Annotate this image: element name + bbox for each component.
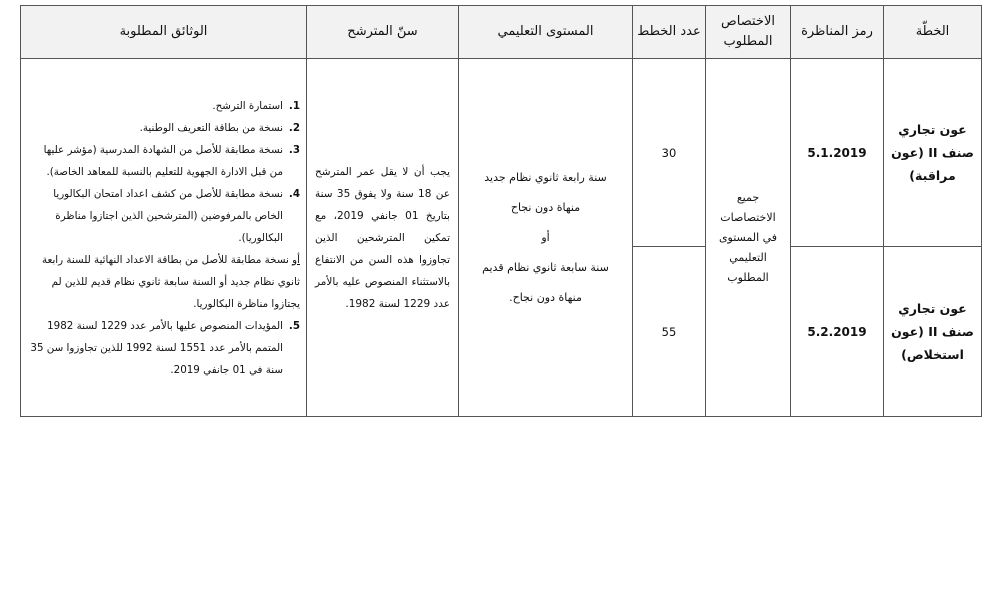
document-number: 4. — [288, 187, 300, 200]
education-line-2: منهاة دون نجاح — [510, 200, 581, 214]
header-plan: الخطّة — [884, 6, 982, 59]
document-number: 3. — [288, 143, 300, 156]
document-item — [29, 117, 300, 139]
document-text: المؤيدات المنصوص عليها بالأمر عدد 1229 لسنة 1982 المتمم بالأمر عدد 1551 لسنة 1992 للذين تجاوزوا سن 35 سنة في 01 جانفي 2019. — [30, 319, 283, 376]
header-row — [21, 6, 982, 59]
document-text: نسخة مطابقة للأصل من كشف اعداد امتحان البكالوريا الخاص بالمرفوضين (المترشحين الذين اجتازوا مناظرة البكالوريا). — [53, 187, 283, 244]
document-number: 1. — [288, 99, 300, 112]
document-item — [29, 183, 300, 249]
plan-cell: عون تجاري صنف II (عون استخلاص) — [884, 247, 982, 417]
code-cell: 5.2.2019 — [791, 247, 884, 417]
header-specialty: الاختصاص المطلوب — [706, 6, 791, 59]
code-cell: 5.1.2019 — [791, 59, 884, 247]
education-line-4: منهاة دون نجاح. — [509, 290, 582, 304]
header-documents: الوثائق المطلوبة — [21, 6, 307, 59]
plan-cell: عون تجاري صنف II (عون مراقبة) — [884, 59, 982, 247]
age-text: يجب أن لا يقل عمر المترشح عن 18 سنة ولا يفوق 35 سنة بتاريخ 01 جانفي 2019، مع تمكين المترشحين الذين تجاوزوا هذه السن من الانتفاع بالاستثناء المنصوص عليه بالأمر عدد 1229 لسنة 1982. — [315, 165, 450, 310]
documents-cell — [21, 59, 307, 417]
document-text: نسخة مطابقة للأصل من الشهادة المدرسية (مؤشر عليها من قبل الادارة الجهوية للتعليم بالنسبة للمعاهد الخاصة). — [43, 143, 283, 178]
document-text: نسخة مطابقة للأصل من بطاقة الاعداد النهائية للسنة رابعة ثانوي نظام جديد أو السنة سابعة ثانوي نظام قديم للذين لم يجتازوا مناظرة البكالوريا. — [41, 253, 300, 310]
document-text: استمارة الترشح. — [212, 99, 283, 112]
specialty-cell — [706, 59, 791, 417]
header-education: المستوى التعليمي — [459, 6, 633, 59]
specialty-text: جميع الاختصاصات في المستوى التعليمي المطلوب — [718, 190, 778, 284]
education-line-3: سنة سابعة ثانوي نظام قديم — [482, 260, 609, 274]
header-age: سنّ المترشح — [307, 6, 459, 59]
document-item — [29, 139, 300, 183]
count-cell: 55 — [633, 247, 706, 417]
header-count: عدد الخطط — [633, 6, 706, 59]
header-code: رمز المناظرة — [791, 6, 884, 59]
education-cell — [459, 59, 633, 417]
recruitment-table — [20, 5, 982, 417]
document-item — [29, 95, 300, 117]
count-cell: 30 — [633, 59, 706, 247]
document-item-alternative — [29, 249, 300, 315]
document-number: 2. — [288, 121, 300, 134]
education-line-1: سنة رابعة ثانوي نظام جديد — [484, 170, 607, 184]
documents-list — [29, 95, 300, 381]
document-or-prefix: أو — [292, 253, 300, 266]
education-or: أو — [541, 230, 550, 244]
table-row — [21, 59, 982, 247]
document-number: 5. — [288, 319, 300, 332]
age-cell — [307, 59, 459, 417]
document-item — [29, 315, 300, 381]
document-alt-text — [29, 249, 300, 315]
document-text: نسخة من بطاقة التعريف الوطنية. — [139, 121, 283, 134]
